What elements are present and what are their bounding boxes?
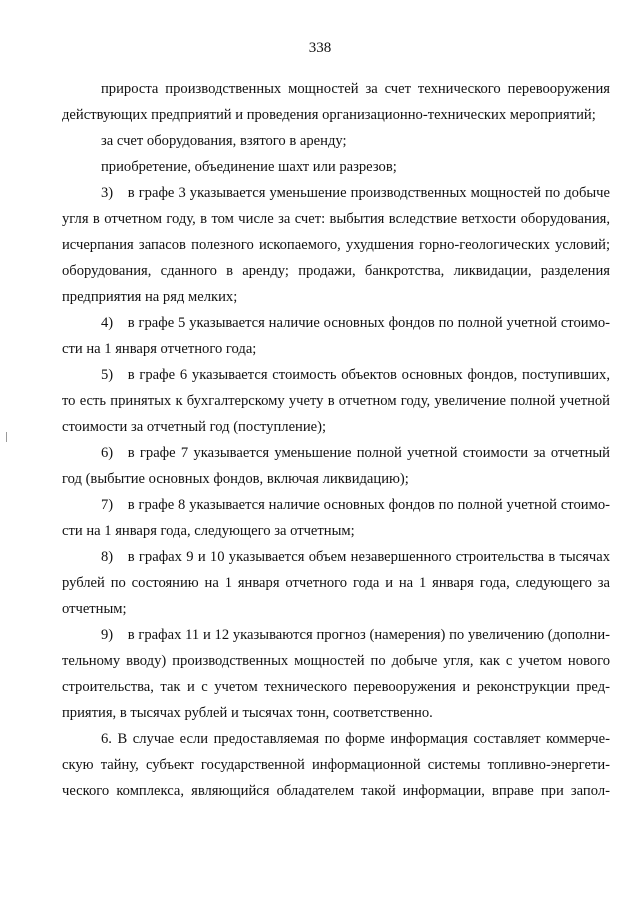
- text-line: приобретение, объединение шахт или разрезов;: [101, 159, 397, 175]
- page-number: 338: [308, 40, 332, 56]
- text-line: строительства, так и с учетом технического перевооружения и реконструкции пред-: [62, 679, 610, 695]
- text-line: сти на 1 января отчетного года;: [62, 341, 257, 357]
- list-item-9: 9) в графах 11 и 12 указываются прогноз (намерения) по увеличению (дополни-: [101, 627, 610, 643]
- text-line: оборудования, сданного в аренду; продажи, банкротства, ликвидации, разделения: [62, 263, 610, 279]
- paragraph-6-start: 6. В случае если предоставляемая по форме информация составляет коммерче-: [101, 731, 610, 747]
- list-item-5: 5) в графе 6 указывается стоимость объектов основных фондов, поступивших,: [101, 367, 610, 383]
- text-line: сти на 1 января года, следующего за отчетным;: [62, 523, 355, 539]
- text-line: скую тайну, субъект государственной информационной системы топливно-энергети-: [62, 757, 610, 773]
- text-line: угля в отчетном году, в том числе за счет: выбытия вследствие ветхости оборудования,: [62, 211, 610, 227]
- text-line: исчерпания запасов полезного ископаемого, ухудшения горно-геологических условий;: [62, 237, 610, 253]
- scan-edge-mark: [6, 432, 7, 442]
- text-line: за счет оборудования, взятого в аренду;: [101, 133, 347, 149]
- text-line: тельному вводу) производственных мощностей по добыче угля, как с учетом нового: [62, 653, 610, 669]
- text-line: ческого комплекса, являющийся обладателем такой информации, вправе при запол-: [62, 783, 610, 799]
- list-item-4: 4) в графе 5 указывается наличие основных фондов по полной учетной стоимо-: [101, 315, 610, 331]
- list-item-8: 8) в графах 9 и 10 указывается объем незавершенного строительства в тысячах: [101, 549, 610, 565]
- list-item-3: 3) в графе 3 указывается уменьшение производственных мощностей по добыче: [101, 185, 610, 201]
- text-line: отчетным;: [62, 601, 127, 617]
- text-line: приятия, в тысячах рублей и тысячах тонн, соответственно.: [62, 705, 433, 721]
- text-line: предприятия на ряд мелких;: [62, 289, 238, 305]
- text-line: стоимости за отчетный год (поступление);: [62, 419, 327, 435]
- text-line: действующих предприятий и проведения организационно-технических мероприятий;: [62, 107, 596, 123]
- text-line: прироста производственных мощностей за счет технического перевооружения: [101, 81, 610, 97]
- list-item-7: 7) в графе 8 указывается наличие основных фондов по полной учетной стоимо-: [101, 497, 610, 513]
- text-line: год (выбытие основных фондов, включая ликвидацию);: [62, 471, 409, 487]
- text-line: рублей по состоянию на 1 января отчетного года и на 1 января года, следующего за: [62, 575, 610, 591]
- text-line: то есть принятых к бухгалтерскому учету в отчетном году, увеличение полной учетной: [62, 393, 610, 409]
- list-item-6: 6) в графе 7 указывается уменьшение полной учетной стоимости за отчетный: [101, 445, 610, 461]
